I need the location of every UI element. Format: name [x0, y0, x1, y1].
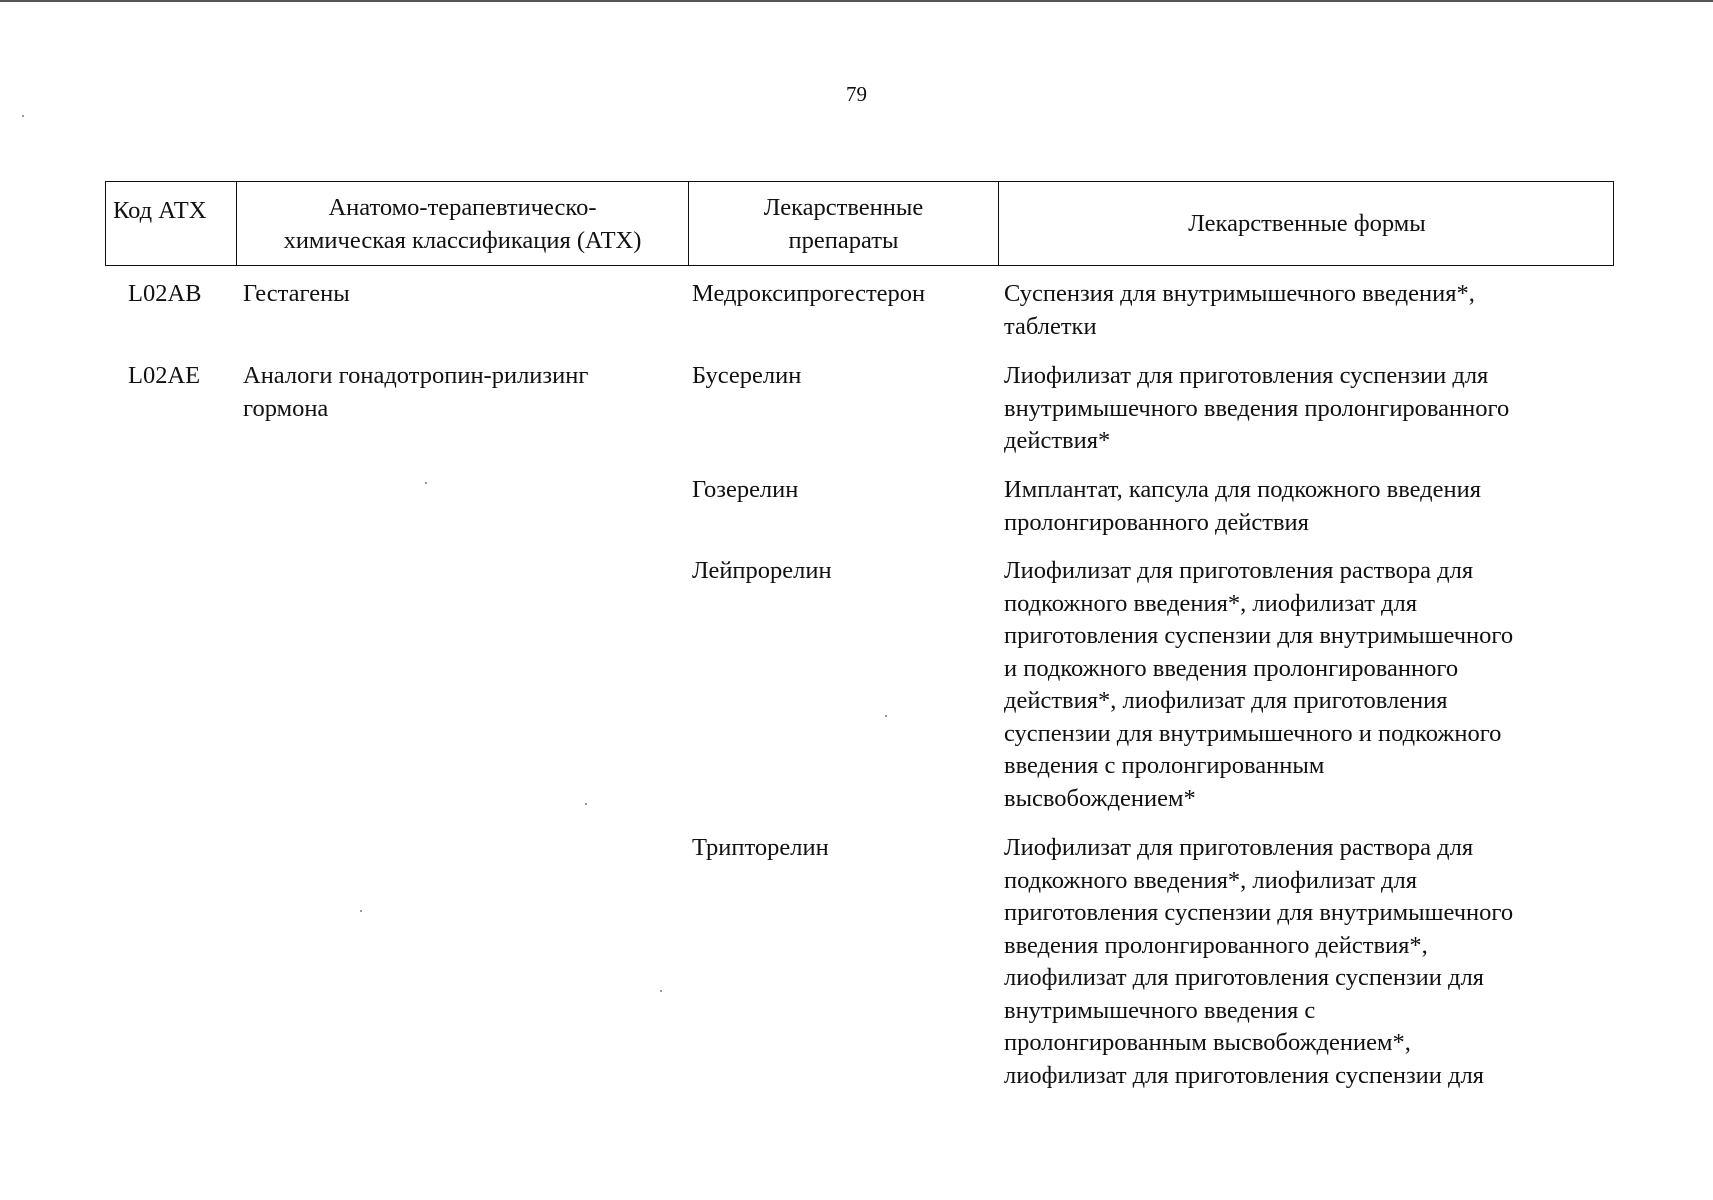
header-code — [106, 182, 236, 265]
scan-speck — [22, 115, 24, 117]
scan-speck — [660, 990, 662, 992]
row-5-drug: Трипторелин — [692, 834, 829, 861]
header-drugs — [688, 182, 998, 265]
row-1-code: L02AB — [128, 280, 202, 307]
header-forms — [998, 182, 1615, 265]
table-header — [105, 181, 1614, 266]
row-1-classification: Гестагены — [243, 280, 350, 307]
row-5-form: Лиофилизат для приготовления раствора для подкожного введения*, лиофилизат для приготовления суспензии для внутримышечного введения пролонгированного действия*, лиофилизат для приготовления суспензии для внутримышечного введения с пролонгированным высвобождением*, лиофилизат для приготовления суспензии для — [1004, 834, 1514, 1089]
scan-speck — [885, 715, 887, 717]
header-classification-text: Анатомо-терапевтическо- химическая классификация (АТХ) — [283, 193, 642, 254]
scan-speck — [585, 803, 587, 805]
scan-edge-line — [0, 0, 1713, 2]
scan-speck — [360, 910, 362, 912]
row-1-form: Суспензия для внутримышечного введения*, таблетки — [1004, 280, 1475, 340]
header-code-text: Код АТХ — [113, 197, 207, 224]
scan-speck — [425, 482, 427, 484]
row-3-drug: Гозерелин — [692, 476, 799, 503]
page-number: 79 — [846, 82, 867, 106]
header-forms-text: Лекарственные формы — [1188, 210, 1426, 237]
row-4-form: Лиофилизат для приготовления раствора для подкожного введения*, лиофилизат для приготовления суспензии для внутримышечного и подкожного введения пролонгированного действия*, лиофилизат для приготовления суспензии для внутримышечного и подкожного введения с пролонгированным высвобождением* — [1004, 557, 1514, 812]
header-drugs-text: Лекарственные препараты — [763, 193, 924, 254]
row-4-drug: Лейпрорелин — [692, 557, 832, 584]
row-3-form: Имплантат, капсула для подкожного введения пролонгированного действия — [1004, 476, 1482, 536]
header-classification — [236, 182, 688, 265]
row-2-code: L02AE — [128, 362, 201, 389]
row-1-drug: Медроксипрогестерон — [692, 280, 926, 307]
row-2-form: Лиофилизат для приготовления суспензии для внутримышечного введения пролонгированного действия* — [1004, 362, 1510, 454]
row-2-classification: Аналоги гонадотропин-рилизинг гормона — [243, 362, 589, 422]
row-2-drug: Бусерелин — [692, 362, 802, 389]
